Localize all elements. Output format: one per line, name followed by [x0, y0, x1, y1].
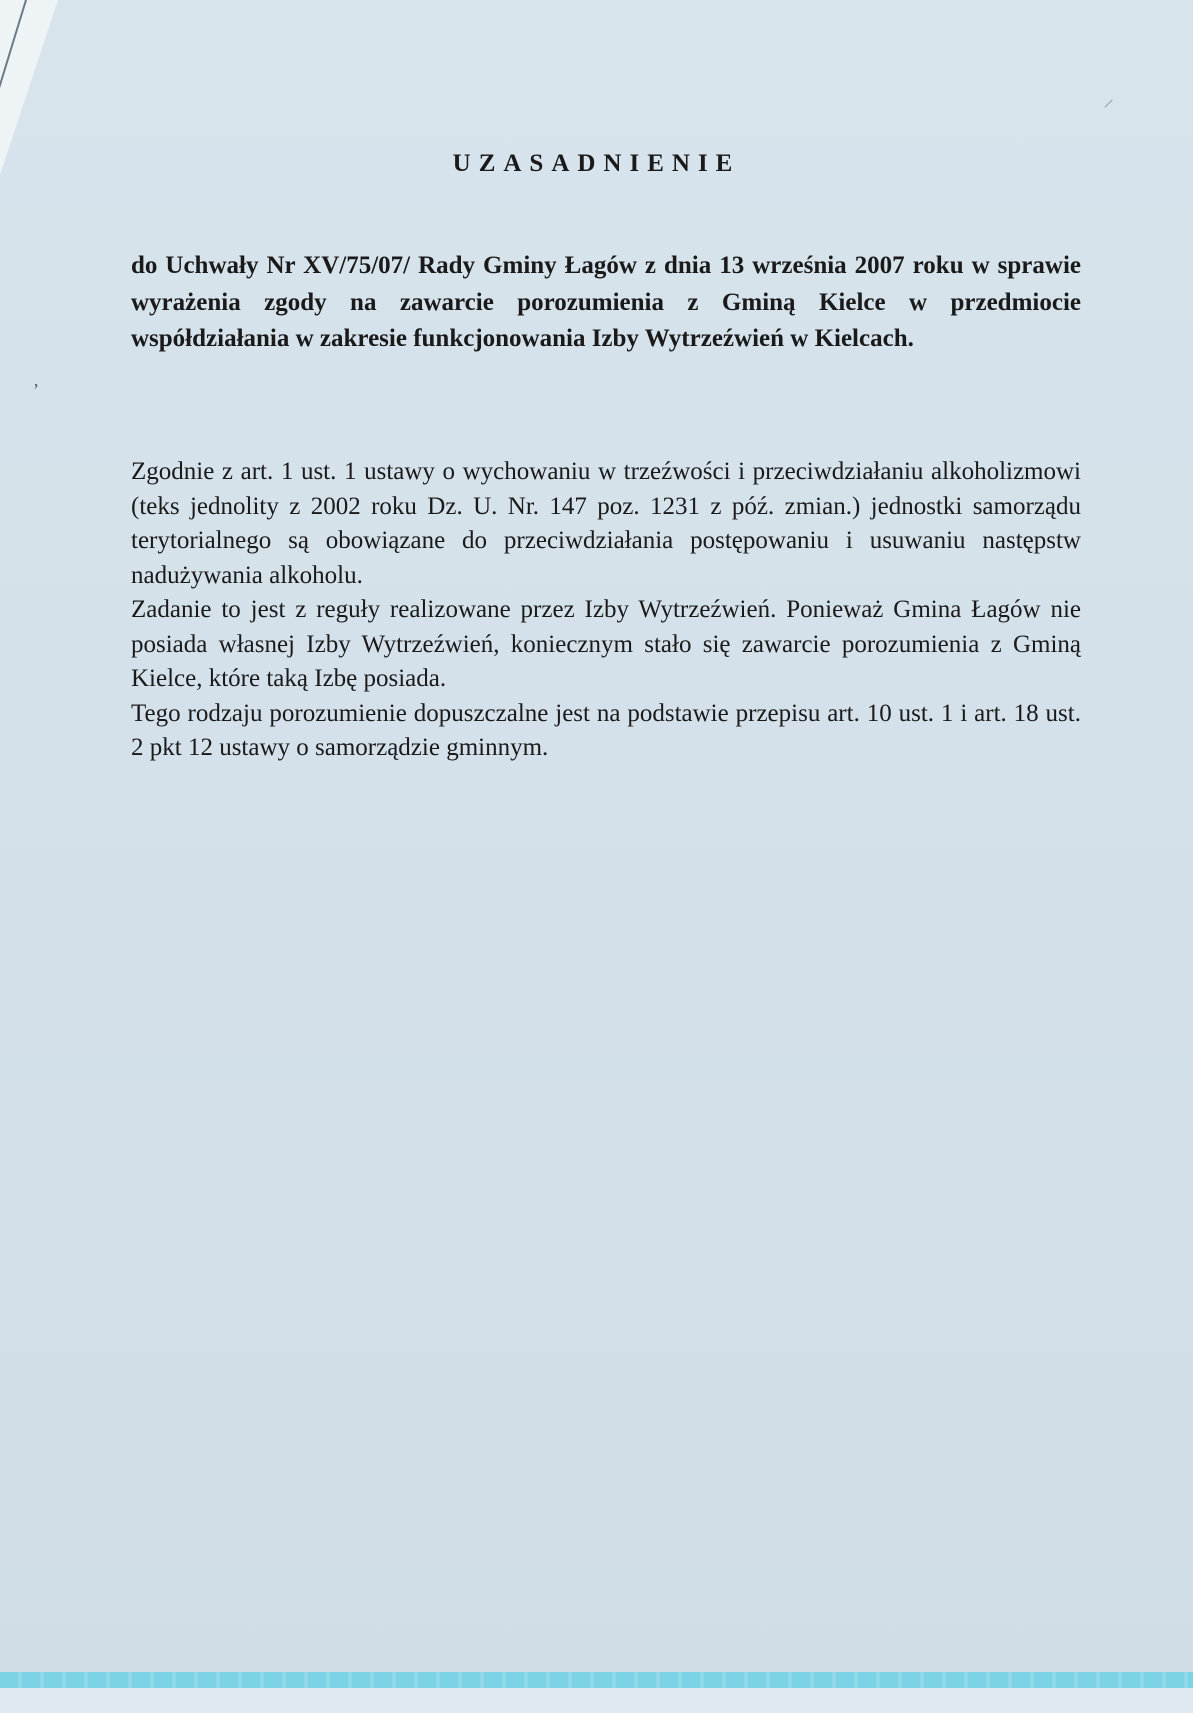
resolution-subject: do Uchwały Nr XV/75/07/ Rady Gminy Łagów z dnia 13 września 2007 roku w sprawie wyrażenia zgody na zawarcie porozumienia z Gminą Kielce w przedmiocie współdziałania w zakresie funkcjonowania Izby Wytrzeźwień w Kielcach. — [131, 252, 1081, 352]
paragraph-task: Zadanie to jest z reguły realizowane przez Izby Wytrzeźwień. Ponieważ Gmina Łagów nie posiada własnej Izby Wytrzeźwień, koniecznym stało się zawarcie porozumienia z Gminą Kielce, które taką Izbę posiada. — [131, 596, 1081, 692]
paragraph-permission: Tego rodzaju porozumienie dopuszczalne jest na podstawie przepisu art. 10 ust. 1 i art. 18 ust. 2 pkt 12 ustawy o samorządzie gminnym. — [131, 699, 1081, 761]
folded-corner — [0, 0, 58, 175]
document-title: UZASADNIENIE — [452, 150, 741, 177]
faint-page-mark: ⸝ — [1103, 86, 1115, 111]
scanner-color-stripe — [0, 1672, 1193, 1688]
paragraph-legal-basis: Zgodnie z art. 1 ust. 1 ustawy o wychowaniu w trzeźwości i przeciwdziałaniu alkoholizmowi (teks jednolity z 2002 roku Dz. U. Nr. 147 poz. 1231 z póź. zmian.) jednostki samorządu terytorialnego są obowiązane do przeciwdziałania postępowaniu i usuwaniu następstw nadużywania alkoholu. — [131, 458, 1081, 589]
page-bottom-edge — [0, 1688, 1193, 1713]
margin-dot-mark: ʼ — [33, 380, 39, 400]
justification-body — [131, 455, 1081, 766]
